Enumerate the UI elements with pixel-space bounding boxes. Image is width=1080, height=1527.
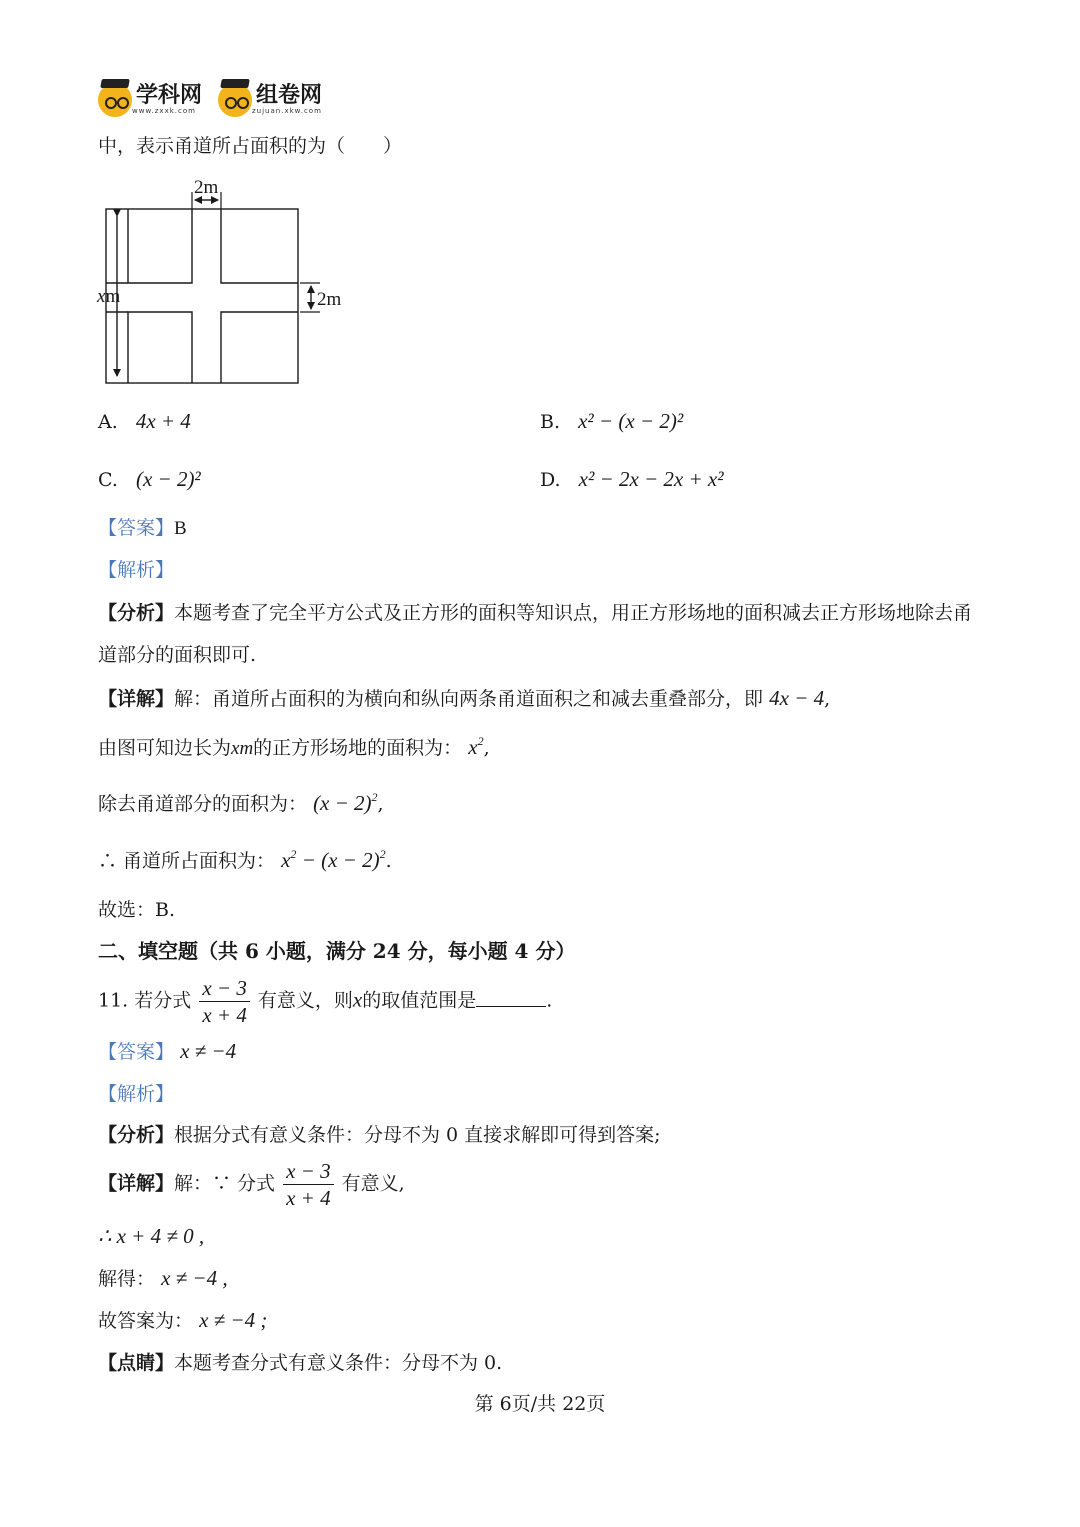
logo-zxxk-url: www.zxxk.com	[132, 107, 196, 115]
q11-detail	[98, 1158, 405, 1211]
q11-stem-var: x	[352, 987, 363, 1012]
right-width-label: 2m	[317, 289, 342, 310]
logo-zujuan	[218, 80, 322, 120]
option-c-expr: (x − 2)²	[135, 467, 201, 491]
result-expr: $x^2 - (x - 2)^2$	[281, 847, 386, 872]
road-edges	[106, 209, 298, 383]
logo-zxxk-name: 学科网	[136, 83, 203, 108]
logo-zujuan-name: 组卷网	[256, 83, 323, 108]
option-b-expr: x² − (x − 2)²	[578, 409, 684, 433]
q11-stem-b: 有意义，则	[257, 989, 353, 1012]
q11-answer-tag: 【答案】	[98, 1041, 175, 1063]
q11-step3-expr: x ≠ −4 ;	[199, 1308, 268, 1332]
q10-fenxi	[98, 600, 972, 626]
q11-number: 11.	[98, 989, 129, 1012]
logo-zujuan-url: zujuan.xkw.com	[252, 107, 322, 115]
fenxi-tag: 【分析】	[98, 602, 175, 624]
q11-comment-text: 本题考查分式有意义条件：分母不为 0.	[174, 1352, 503, 1374]
square-outline	[106, 209, 298, 383]
detail-line1: 解：甬道所占面积的为横向和纵向两条甬道面积之和减去重叠部分，即	[174, 688, 764, 710]
q11-analysis-tag: 【解析】	[98, 1083, 175, 1105]
q11-detail-a: 解：∵ 分式	[174, 1172, 276, 1195]
q11-detail-tag: 【详解】	[98, 1172, 175, 1195]
detail-line3: 除去甬道部分的面积为：	[98, 793, 308, 815]
option-d-label: D.	[540, 469, 561, 491]
q11-stem-a: 若分式	[134, 989, 192, 1012]
q11-comment	[98, 1350, 502, 1376]
detail-line4: ∴ 甬道所占面积为：	[98, 850, 276, 872]
q10-stem-tail: 中，表示甬道所占面积的为（ ）	[98, 135, 403, 157]
q11-detail-numerator: x − 3	[283, 1158, 334, 1185]
option-b[interactable]	[540, 408, 683, 435]
detail-expr1: 4x − 4	[769, 686, 825, 710]
q11-detail-b: 有意义,	[341, 1172, 405, 1195]
q10-fenxi-line2: 道部分的面积即可.	[98, 644, 257, 666]
option-c-label: C.	[98, 469, 118, 491]
owl-logo-icon	[98, 83, 132, 117]
q10-choose: 故选：B.	[98, 899, 176, 921]
q10-detail-line3: 除去甬道部分的面积为： $(x - 2)^2$,	[98, 790, 384, 815]
option-d-expr: x² − 2x − 2x + x²	[578, 467, 724, 491]
detail-tag: 【详解】	[98, 688, 175, 710]
q11-detail-fraction	[283, 1158, 334, 1211]
section2-title: 二、填空题（共 6 小题，满分 24 分，每小题 4 分）	[98, 939, 576, 963]
area-expr: $x^2$	[468, 734, 484, 759]
q11-fenxi	[98, 1122, 661, 1148]
option-a[interactable]	[98, 408, 191, 435]
q11-fraction	[199, 975, 250, 1028]
q11-step3-label: 故答案为：	[98, 1310, 194, 1332]
q11-answer	[98, 1038, 236, 1065]
remain-expr: $(x - 2)^2$	[313, 790, 378, 815]
detail-line2c: 的正方形场地的面积为：	[253, 737, 463, 759]
q11-denominator: x + 4	[202, 1003, 247, 1027]
answer-blank[interactable]	[476, 988, 546, 1007]
q10-analysis-tag: 【解析】	[98, 559, 175, 581]
q11-step2	[98, 1265, 228, 1292]
owl-logo-icon	[218, 83, 252, 117]
q11-stem-end: .	[546, 989, 553, 1012]
answer-tag: 【答案】	[98, 517, 175, 539]
q11-stem	[98, 975, 552, 1028]
height-label: xm	[97, 286, 121, 307]
q11-step3	[98, 1307, 267, 1334]
q10-answer	[98, 515, 187, 542]
q10-detail: 【详解】解：甬道所占面积的为横向和纵向两条甬道面积之和减去重叠部分，即 4x − 4,	[98, 686, 831, 710]
option-b-label: B.	[540, 411, 561, 433]
q11-numerator: x − 3	[199, 975, 250, 1002]
q11-stem-c: 的取值范围是	[362, 989, 477, 1012]
detail-line2b: xm	[231, 738, 254, 759]
option-a-label: A.	[98, 411, 118, 433]
cross-path-figure	[95, 174, 355, 389]
detail-line2a: 由图可知边长为	[98, 737, 232, 759]
q10-detail-line4: ∴ 甬道所占面积为： $x^2 - (x - 2)^2$.	[98, 847, 392, 872]
q11-step1: ∴ x + 4 ≠ 0 ,	[98, 1224, 205, 1248]
logo-zxxk	[98, 80, 202, 120]
top-width-label: 2m	[194, 177, 219, 198]
q11-step2-label: 解得：	[98, 1268, 156, 1290]
q10-detail-line2: 由图可知边长为xm的正方形场地的面积为： $x^2$,	[98, 734, 490, 759]
fenxi-line1: 本题考查了完全平方公式及正方形的面积等知识点，用正方形场地的面积减去正方形场地除去甬	[174, 602, 973, 624]
q11-detail-denominator: x + 4	[286, 1186, 331, 1210]
option-a-expr: 4x + 4	[135, 409, 191, 433]
q11-fenxi-text: 根据分式有意义条件：分母不为 0 直接求解即可得到答案;	[174, 1124, 661, 1146]
q11-step2-expr: x ≠ −4 ,	[161, 1266, 228, 1290]
q11-comment-tag: 【点睛】	[98, 1352, 175, 1374]
q11-fenxi-tag: 【分析】	[98, 1124, 175, 1146]
answer-value: B	[174, 518, 187, 539]
option-d[interactable]	[540, 466, 724, 493]
option-c[interactable]	[98, 466, 201, 493]
q11-answer-value: x ≠ −4	[180, 1039, 237, 1063]
page-footer: 第 6页/共 22页	[474, 1393, 606, 1415]
